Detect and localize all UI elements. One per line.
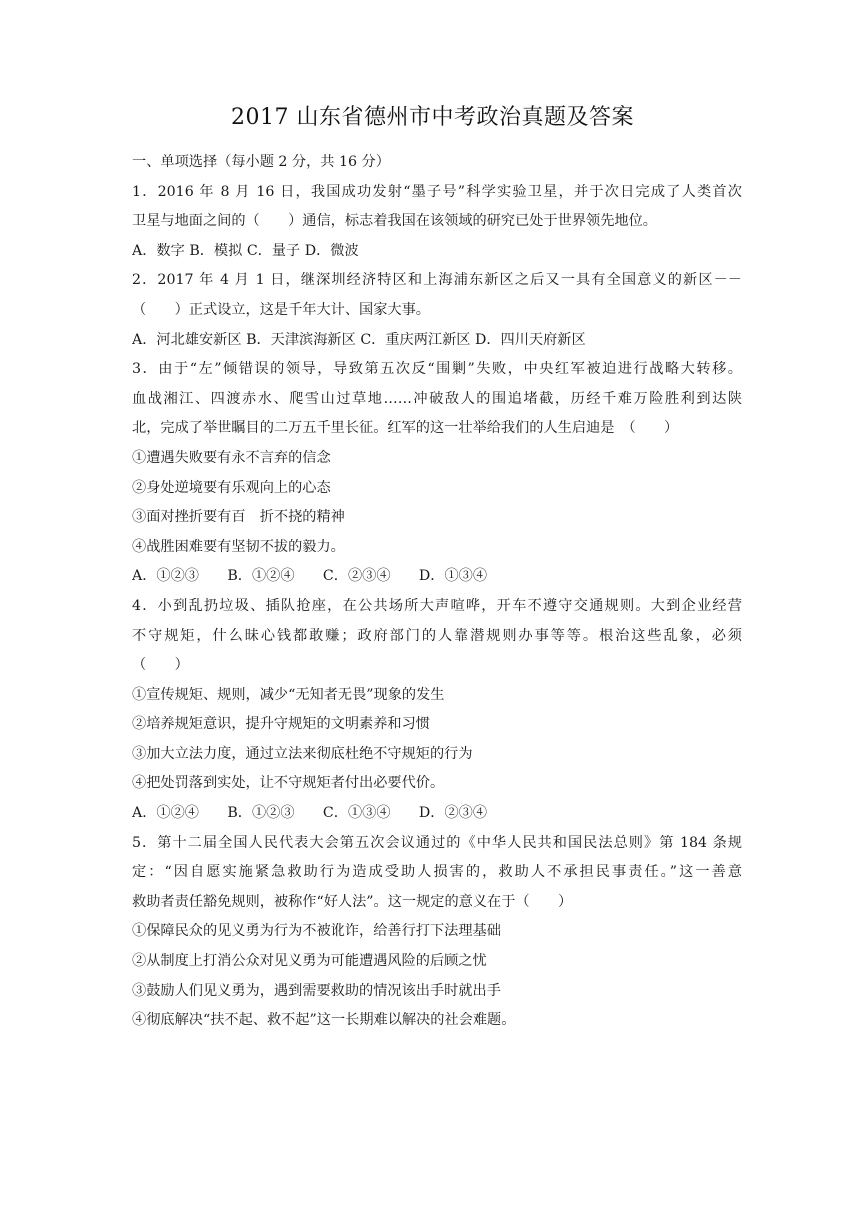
text-line: ③加大立法力度，通过立法来彻底杜绝不守规矩的行为 — [132, 745, 473, 762]
text-line: ④把处罚落到实处，让不守规矩者付出必要代价。 — [132, 775, 445, 792]
text-line: ②培养规矩意识，提升守规矩的文明素养和习惯 — [132, 716, 430, 733]
text-line: 3．由于“左”倾错误的领导，导致第五次反“围剿”失败，中央红军被迫进行战略大转移。 — [132, 361, 742, 378]
text-line: ③鼓励人们见义勇为，遇到需要救助的情况该出手时就出手 — [132, 982, 501, 999]
text-line: 不守规矩，什么昧心钱都敢赚；政府部门的人靠潜规则办事等等。根治这些乱象，必须 — [132, 627, 742, 644]
text-line: 5．第十二届全国人民代表大会第五次会议通过的《中华人民共和国民法总则》第 184 条规 — [132, 834, 742, 851]
text-line: 卫星与地面之间的（ ）通信，标志着我国在该领域的研究已处于世界领先地位。 — [132, 213, 657, 230]
text-line: ①遭遇失败要有永不言弃的信念 — [132, 449, 331, 466]
text-line: ①宣传规矩、规则，减少“无知者无畏”现象的发生 — [132, 686, 445, 703]
document-body — [132, 148, 742, 1036]
text-line: 救助者责任豁免规则，被称作“好人法”。这一规定的意义在于（ ） — [132, 893, 573, 910]
text-line: ④彻底解决“扶不起、救不起”这一长期难以解决的社会难题。 — [132, 1012, 516, 1029]
text-line: A．河北雄安新区 B．天津滨海新区 C．重庆两江新区 D．四川天府新区 — [132, 331, 586, 348]
text-line: 1．2016 年 8 月 16 日，我国成功发射“墨子号”科学实验卫星，并于次日完成了人类首次 — [132, 183, 742, 200]
text-line: 定：“因自愿实施紧急救助行为造成受助人损害的，救助人不承担民事责任。”这一善意 — [132, 864, 742, 881]
text-line: 北，完成了举世瞩目的二万五千里长征。红军的这一壮举给我们的人生启迪是 （ ） — [132, 420, 679, 437]
document-title: 2017 山东省德州市中考政治真题及答案 — [231, 105, 634, 130]
text-line: ①保障民众的见义勇为行为不被讹诈，给善行打下法理基础 — [132, 923, 501, 940]
text-line: A．数字 B．模拟 C．量子 D．微波 — [132, 242, 359, 259]
text-line: 血战湘江、四渡赤水、爬雪山过草地……冲破敌人的围追堵截，历经千难万险胜利到达陕 — [132, 390, 742, 407]
text-line: （ ）正式设立，这是千年大计、国家大事。 — [132, 301, 430, 318]
text-line: （ ） — [132, 657, 189, 674]
text-line: 4．小到乱扔垃圾、插队抢座，在公共场所大声喧哗，开车不遵守交通规则。大到企业经营 — [132, 597, 742, 614]
text-line: ②从制度上打消公众对见义勇为可能遭遇风险的后顾之忧 — [132, 953, 487, 970]
text-line: 一、单项选择（每小题 2 分，共 16 分） — [132, 154, 390, 170]
text-line: A．①②③ B．①②④ C．②③④ D．①③④ — [132, 568, 488, 585]
text-line: A．①②④ B．①②③ C．①③④ D．②③④ — [132, 805, 488, 822]
text-line: 2．2017 年 4 月 1 日，继深圳经济特区和上海浦东新区之后又一具有全国意义的新区－－ — [132, 272, 742, 289]
text-line: ③面对挫折要有百 折不挠的精神 — [132, 509, 345, 526]
text-line: ④战胜困难要有坚韧不拔的毅力。 — [132, 538, 345, 555]
text-line: ②身处逆境要有乐观向上的心态 — [132, 479, 331, 496]
